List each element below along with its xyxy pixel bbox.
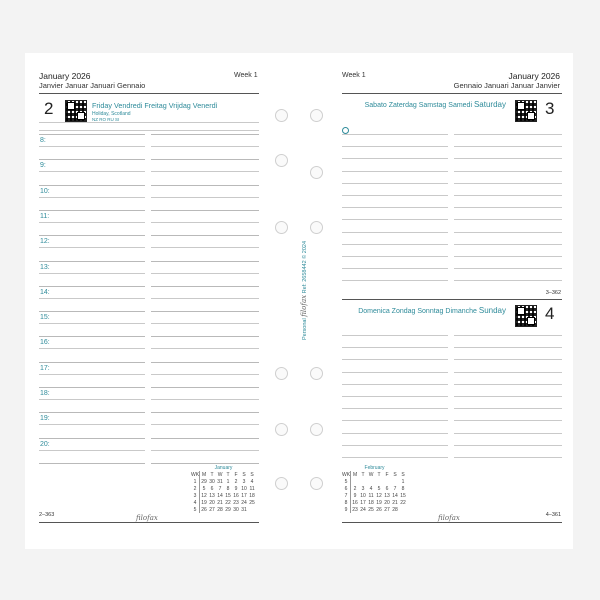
writing-line[interactable] [342,396,448,397]
cal-day-cell: 26 [201,506,207,513]
spine-ref: Ref: 2658442 [302,260,308,294]
cal-day-cell: 26 [376,506,382,513]
left-month-title: January 2026 [39,71,91,81]
hour-label: 20: [40,440,50,448]
binder-hole [275,367,288,380]
spine-copyright: © 2024 [302,240,308,259]
half-hour-line[interactable] [151,273,259,274]
half-hour-line[interactable] [39,424,145,425]
cal-day-cell: 11 [368,492,374,499]
writing-line[interactable] [454,433,562,434]
cal-day-cell: 25 [368,506,374,513]
hour-line[interactable] [39,438,145,439]
writing-line[interactable] [39,122,259,123]
hour-label: 17: [40,364,50,372]
cal-week-number: 1 [191,478,200,485]
right-month-title: January 2026 [508,71,560,81]
cal-week-row [342,478,407,485]
cal-day-cell: 1 [401,478,405,485]
hour-line[interactable] [151,311,259,312]
half-hour-line[interactable] [39,197,145,198]
writing-line[interactable] [342,359,448,360]
left-diary-page [25,53,299,549]
cal-day-cell: 14 [392,492,398,499]
hour-label: 15: [40,314,50,322]
writing-line[interactable] [454,408,562,409]
writing-line[interactable] [454,134,562,135]
writing-line[interactable] [454,359,562,360]
half-hour-line[interactable] [151,146,259,147]
binder-hole [275,154,288,167]
cal-week-number: 8 [342,499,351,506]
writing-line[interactable] [342,433,448,434]
right-mini-calendar [342,465,407,513]
writing-line[interactable] [342,207,448,208]
cal-day-cell [375,478,383,485]
writing-line[interactable] [342,268,448,269]
spine-text [300,241,308,340]
cal-day-cell [391,478,399,485]
writing-line[interactable] [39,130,259,131]
half-hour-line[interactable] [39,348,145,349]
writing-line[interactable] [342,171,448,172]
left-month-languages: Janvier Januar Januari Gennaio [39,81,146,90]
writing-line[interactable] [342,335,448,336]
hour-line[interactable] [151,159,259,160]
right-week-number: Week 1 [342,72,366,79]
cal-day-cell: 17 [241,492,247,499]
binder-hole [275,477,288,490]
hour-label: 13: [40,263,50,271]
cal-week-row [342,485,407,492]
writing-line[interactable] [454,256,562,257]
hour-line[interactable] [39,387,145,388]
saturday-circle-marker [342,127,349,134]
cal-day-cell: 25 [249,499,255,506]
hour-line[interactable] [151,185,259,186]
half-hour-line[interactable] [151,374,259,375]
cal-header-cell: M [201,471,207,478]
cal-day-cell: 4 [250,478,254,485]
half-hour-line[interactable] [151,323,259,324]
hour-line[interactable] [151,235,259,236]
cal-header-cell: S [401,471,405,478]
binder-hole [310,477,323,490]
cal-day-cell: 29 [201,478,207,485]
cal-week-row [342,506,407,513]
hour-line[interactable] [151,387,259,388]
left-week-number: Week 1 [234,72,258,79]
half-hour-line[interactable] [39,298,145,299]
hour-line[interactable] [39,261,145,262]
hour-line[interactable] [39,210,145,211]
cal-day-cell: 28 [392,506,398,513]
cal-week-number: 2 [191,485,200,492]
cal-day-cell: 10 [241,485,247,492]
writing-line[interactable] [342,445,448,446]
cal-day-cell: 22 [225,499,231,506]
cal-header-cell: WK [342,471,351,478]
left-cal-table [191,471,256,513]
half-hour-line[interactable] [39,247,145,248]
binder-hole [310,423,323,436]
half-hour-line[interactable] [151,298,259,299]
hour-line[interactable] [151,134,259,135]
cal-day-cell: 10 [360,492,366,499]
writing-line[interactable] [454,219,562,220]
cal-day-cell [248,506,256,513]
saturday-number: 3 [545,99,555,118]
cal-week-number: 4 [191,499,200,506]
writing-line[interactable] [454,244,562,245]
cal-day-cell: 23 [352,506,358,513]
cal-day-cell: 8 [226,485,230,492]
hour-label: 19: [40,415,50,423]
writing-line[interactable] [454,158,562,159]
hour-label: 16: [40,339,50,347]
cal-day-cell: 28 [217,506,223,513]
writing-line[interactable] [342,347,448,348]
cal-week-row [342,492,407,499]
writing-line[interactable] [454,280,562,281]
cal-day-cell: 1 [226,478,230,485]
cal-day-cell: 17 [360,499,366,506]
cal-day-cell: 27 [384,506,390,513]
half-hour-line[interactable] [39,450,145,451]
cal-header-cell: W [368,471,374,478]
cal-day-cell [367,478,375,485]
right-filofax-logo: filofax [438,514,460,522]
left-header-rule [39,93,259,94]
writing-line[interactable] [454,171,562,172]
half-hour-line[interactable] [151,450,259,451]
binder-hole [310,109,323,122]
writing-line[interactable] [342,219,448,220]
writing-line[interactable] [342,457,448,458]
writing-line[interactable] [342,256,448,257]
cal-header-cell: WK [191,471,200,478]
cal-day-cell: 3 [361,485,365,492]
cal-day-cell: 13 [384,492,390,499]
half-hour-line[interactable] [151,197,259,198]
saturday-day-count: 3–362 [545,290,561,296]
cal-day-cell: 21 [392,499,398,506]
cal-day-cell: 18 [368,499,374,506]
hour-line[interactable] [151,336,259,337]
cal-day-cell: 14 [217,492,223,499]
cal-day-cell: 11 [249,485,255,492]
writing-line[interactable] [342,183,448,184]
writing-line[interactable] [342,408,448,409]
writing-line[interactable] [342,244,448,245]
cal-day-cell [399,506,407,513]
cal-day-cell: 12 [201,492,207,499]
hour-line[interactable] [151,210,259,211]
hour-label: 18: [40,390,50,397]
sunday-number: 4 [545,304,555,323]
cal-header-cell: T [361,471,365,478]
hour-line[interactable] [39,134,145,135]
cal-day-cell [359,478,367,485]
half-hour-line[interactable] [151,171,259,172]
writing-line[interactable] [454,372,562,373]
cal-day-cell: 15 [225,492,231,499]
writing-line[interactable] [454,207,562,208]
hour-label: 12: [40,238,50,246]
cal-header-cell: F [385,471,389,478]
cal-header-row [342,471,407,478]
cal-day-cell: 20 [384,499,390,506]
cal-day-cell: 24 [241,499,247,506]
left-filofax-logo: filofax [136,514,158,522]
half-hour-line[interactable] [151,424,259,425]
cal-day-cell: 22 [400,499,406,506]
half-hour-line[interactable] [39,273,145,274]
hour-line[interactable] [151,286,259,287]
sunday-names [358,306,506,315]
writing-line[interactable] [454,384,562,385]
cal-day-cell: 5 [377,485,381,492]
cal-day-cell: 2 [234,478,238,485]
right-cal-title: February [364,465,385,471]
left-day-count: 2–363 [39,512,55,518]
writing-line[interactable] [39,463,145,464]
hour-line[interactable] [39,185,145,186]
cal-week-row [191,478,256,485]
left-cal-title: January [214,465,233,471]
binder-hole [310,221,323,234]
cal-header-cell: T [226,471,230,478]
left-day-names: Friday Vendredi Freitag Vrijdag Venerdì [92,101,218,110]
right-header-rule [342,93,562,94]
hour-label: 9: [40,162,46,170]
hour-line[interactable] [39,235,145,236]
writing-line[interactable] [454,335,562,336]
cal-day-cell: 30 [233,506,239,513]
hour-line[interactable] [39,362,145,363]
binder-hole [275,109,288,122]
cal-day-cell: 6 [385,485,389,492]
half-hour-line[interactable] [39,146,145,147]
cal-day-cell: 27 [209,506,215,513]
saturday-label: Saturday [473,100,506,109]
cal-header-cell: M [352,471,358,478]
cal-week-number: 9 [342,506,351,513]
writing-line[interactable] [151,463,259,464]
cal-week-number: 7 [342,492,351,499]
cal-week-row [191,492,256,499]
half-hour-line[interactable] [39,323,145,324]
sunday-languages: Domenica Zondag Sonntag Dimanche [358,308,477,315]
spine-edition: Personal [302,318,308,340]
cal-day-cell: 19 [376,499,382,506]
sunday-header-rule [342,299,562,300]
saturday-names [365,100,506,109]
writing-line[interactable] [342,146,448,147]
hour-line[interactable] [39,311,145,312]
cal-header-row [191,471,256,478]
cal-day-cell: 29 [225,506,231,513]
cal-day-cell [383,478,391,485]
cal-day-cell: 19 [201,499,207,506]
cal-week-number: 5 [191,506,200,513]
left-qr-code [65,100,87,122]
cal-day-cell [351,478,360,485]
cal-header-cell: S [393,471,397,478]
cal-day-cell: 9 [353,492,357,499]
binder-hole [310,166,323,179]
half-hour-line[interactable] [151,348,259,349]
left-footer-rule [39,522,259,523]
hour-label: 8: [40,137,46,144]
cal-header-cell: S [250,471,254,478]
writing-line[interactable] [454,347,562,348]
cal-week-number: 5 [342,478,351,485]
hour-line[interactable] [151,438,259,439]
writing-line[interactable] [454,183,562,184]
writing-line[interactable] [454,420,562,421]
hour-label: 14: [40,288,50,296]
binder-hole [310,367,323,380]
sunday-label: Sunday [478,306,506,315]
half-hour-line[interactable] [151,399,259,400]
cal-header-cell: S [242,471,246,478]
half-hour-line[interactable] [39,374,145,375]
cal-day-cell: 24 [360,506,366,513]
writing-line[interactable] [342,384,448,385]
cal-day-cell: 15 [400,492,406,499]
cal-day-cell: 31 [217,478,223,485]
saturday-qr-code [515,100,537,122]
hour-label: 11: [40,212,50,220]
saturday-languages: Sabato Zaterdag Samstag Samedi [364,102,473,109]
cal-day-cell: 5 [202,485,206,492]
writing-line[interactable] [342,420,448,421]
cal-day-cell: 12 [376,492,382,499]
hour-line[interactable] [39,159,145,160]
cal-day-cell: 2 [353,485,357,492]
cal-day-cell: 20 [209,499,215,506]
left-mini-calendar [191,465,256,513]
cal-day-cell: 23 [233,499,239,506]
cal-week-row [191,485,256,492]
half-hour-line[interactable] [39,171,145,172]
half-hour-line[interactable] [39,222,145,223]
cal-day-cell: 7 [218,485,222,492]
cal-header-cell: T [210,471,214,478]
writing-line[interactable] [454,396,562,397]
cal-day-cell: 8 [401,485,405,492]
binder-hole [275,423,288,436]
writing-line[interactable] [342,280,448,281]
cal-day-cell: 18 [249,492,255,499]
cal-day-cell: 6 [210,485,214,492]
cal-day-cell: 16 [352,499,358,506]
cal-day-cell: 3 [242,478,246,485]
cal-week-row [191,506,256,513]
hour-line[interactable] [39,286,145,287]
binder-hole [275,221,288,234]
cal-header-cell: F [234,471,238,478]
left-holiday-codes: NZ RO RU SI [92,117,120,122]
hour-label: 10: [40,187,50,195]
writing-line[interactable] [342,158,448,159]
hour-line[interactable] [151,261,259,262]
left-holiday: Holiday, Scotland [92,111,131,117]
right-footer-rule [342,522,562,523]
cal-day-cell: 31 [241,506,247,513]
half-hour-line[interactable] [151,222,259,223]
writing-line[interactable] [454,457,562,458]
cal-day-cell: 16 [233,492,239,499]
cal-day-cell: 30 [209,478,215,485]
right-diary-page [299,53,573,549]
left-day-number: 2 [44,99,54,118]
right-day-count: 4–361 [545,512,561,518]
cal-week-row [191,499,256,506]
cal-week-row [342,499,407,506]
writing-line[interactable] [454,445,562,446]
cal-day-cell: 21 [217,499,223,506]
hour-line[interactable] [39,412,145,413]
cal-header-cell: W [217,471,223,478]
hour-line[interactable] [39,336,145,337]
cal-day-cell: 4 [369,485,373,492]
writing-line[interactable] [454,146,562,147]
cal-header-cell: T [377,471,381,478]
hour-line[interactable] [151,412,259,413]
writing-line[interactable] [342,372,448,373]
cal-week-number: 3 [191,492,200,499]
cal-day-cell: 7 [393,485,397,492]
writing-line[interactable] [342,232,448,233]
right-cal-table [342,471,407,513]
right-month-languages: Gennaio Januari Januar Janvier [453,81,560,90]
cal-day-cell: 13 [209,492,215,499]
writing-line[interactable] [454,232,562,233]
sunday-qr-code [515,305,537,327]
spine-logo: filofax [300,294,308,317]
writing-line[interactable] [454,195,562,196]
hour-line[interactable] [151,362,259,363]
cal-week-number: 6 [342,485,351,492]
writing-line[interactable] [454,268,562,269]
writing-line[interactable] [342,195,448,196]
half-hour-line[interactable] [39,399,145,400]
writing-line[interactable] [342,134,448,135]
cal-day-cell: 9 [234,485,238,492]
half-hour-line[interactable] [151,247,259,248]
